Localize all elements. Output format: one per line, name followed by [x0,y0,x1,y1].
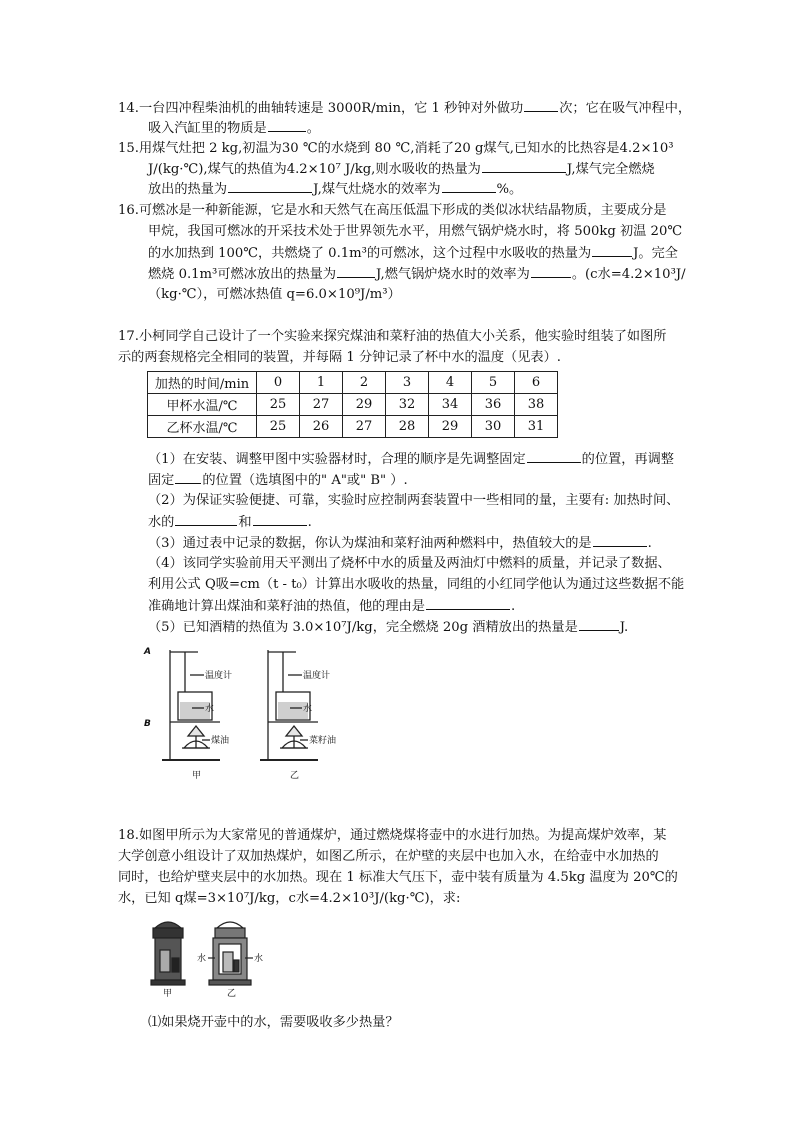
label-b: B [144,719,151,729]
table-cell: 27 [300,394,343,416]
q16-blank-1[interactable] [592,244,632,257]
caption-yi: 乙 [290,771,300,781]
q15-line3 [148,180,522,199]
table-cell: 27 [343,416,386,438]
q17-s2-text-a: （2）为保证实验便捷、可靠，实验时应控制两套装置中一些相同的量，主要有: 加热时间、 [148,493,680,508]
q17-blank-1[interactable] [527,450,581,463]
q17-s2-text-b: 水的 [148,515,175,530]
q15-text-1: 15.用煤气灶把 2 kg,初温为30 ℃的水烧到 80 ℃,消耗了20 g煤气,已知水的比热容是4.2×10³ [118,141,674,156]
q17-blank-5[interactable] [593,534,647,547]
caption-yi: 乙 [227,989,237,999]
q16-text-3b: J。完全 [633,246,678,261]
q17-blank-7[interactable] [579,618,619,631]
caption-jia: 甲 [192,771,202,781]
q15-blank-1[interactable] [482,160,566,173]
q17-s4-text-d: . [510,599,516,614]
table-cell: 5 [472,372,515,394]
q14-text-c: 吸入汽缸里的物质是 [148,121,267,136]
table-cell: 31 [515,416,558,438]
kerosene-label: 煤油 [211,736,230,746]
rapeseed-oil-label: 菜籽油 [309,736,337,746]
q18-text-1: 18.如图甲所示为大家常见的普通煤炉，通过燃烧煤将壶中的水进行加热。为提高煤炉效率，某 [118,828,667,843]
q17-apparatus-figure [140,640,340,785]
q16-blank-2[interactable] [337,265,375,278]
q14-line1 [118,99,691,118]
water-label-jia: 水 [205,704,215,714]
caption-jia: 甲 [163,989,173,999]
table-cell: 0 [257,372,300,394]
q18-text-4: 水，已知 q煤=3×10⁷J/kg，c水=4.2×10³J/(kg·℃)，求: [118,891,461,906]
q17-sub2-line2 [148,513,312,532]
table-cell: 1 [300,372,343,394]
q17-line2 [118,349,561,367]
q17-blank-4[interactable] [253,513,307,526]
q17-sub3 [148,534,652,553]
q14-blank-1[interactable] [524,99,558,112]
table-cell: 29 [343,394,386,416]
q15-text-3b: J,煤气灶烧水的效率为 [313,182,441,197]
q17-text-2: 示的两套规格完全相同的装置，并每隔 1 分钟记录了杯中水的温度（见表）. [118,350,561,365]
table-cell: 25 [257,394,300,416]
q15-text-2a: J/(kg·℃),煤气的热值为4.2×10⁷ J/kg,则水吸收的热量为 [148,162,481,177]
water-label-left: 水 [197,954,207,964]
q14-text-b: 次；它在吸气冲程中， [559,101,692,116]
q17-s4-text-c: 准确地计算出煤油和菜籽油的热值，他的理由是 [148,599,425,614]
q14-text-d: 。 [306,121,320,136]
table-cell: 4 [429,372,472,394]
q16-line4 [148,265,686,284]
table-header-row [148,372,558,394]
water-label-yi: 水 [303,704,313,714]
q17-blank-3[interactable] [175,513,237,526]
table-cell: 6 [515,372,558,394]
table-cell: 乙杯水温/℃ [148,416,257,438]
q17-sub4-line2 [148,576,684,594]
q16-text-3a: 的水加热到 100℃，共燃烧了 0.1m³的可燃冰，这个过程中水吸收的热量为 [148,246,592,261]
q17-sub4-line1 [148,555,671,573]
q15-line1 [118,140,674,158]
q16-text-2: 甲烷，我国可燃冰的开采技术处于世界领先水平，用燃气锅炉烧水时，将 500kg 初温 20℃ [148,224,683,239]
q17-s2-text-c: 和 [238,515,252,530]
q17-s1-text-a: （1）在安装、调整甲图中实验器材时，合理的顺序是先调整固定 [148,452,526,467]
q14-blank-2[interactable] [268,119,306,132]
thermometer-label-jia: 温度计 [205,671,233,681]
q17-text-1: 17.小柯同学自己设计了一个实验来探究煤油和菜籽油的热值大小关系，他实验时组装了如图所 [118,329,667,344]
q15-text-3c: %。 [496,182,523,197]
table-cell: 34 [429,394,472,416]
q16-text-4b: J,燃气锅炉烧水时的效率为 [376,267,530,282]
q18-stove-figure [145,910,280,1000]
table-cell: 3 [386,372,429,394]
q17-line1 [118,328,666,346]
q18-line4 [118,890,460,908]
table-cell: 29 [429,416,472,438]
temperature-table [147,371,558,438]
table-cell: 25 [257,416,300,438]
q17-sub1-line1 [148,450,674,469]
q17-blank-2[interactable] [175,471,201,484]
q18-line3 [118,869,678,887]
q17-s5-text-a: （5）已知酒精的热值为 3.0×10⁷J/kg，完全燃烧 20g 酒精放出的热量是 [148,620,578,635]
q16-text-5: （kg·℃），可燃冰热值 q=6.0×10⁹J/m³） [148,287,401,302]
q16-text-4c: 。(c水=4.2×10³J/ [571,267,686,282]
q17-s4-text-b: 利用公式 Q吸=cm（t - t₀）计算出水吸收的热量，同组的小红同学他认为通过这些数据不能 [148,577,685,592]
table-cell: 甲杯水温/℃ [148,394,257,416]
q17-s2-text-d: . [307,515,312,530]
q17-s1-text-d: 的位置（选填图中的" A"或" B" ）. [202,473,408,488]
q17-sub2-line1 [148,492,679,510]
q15-text-2b: J,煤气完全燃烧 [566,162,655,177]
q15-text-3a: 放出的热量为 [148,182,228,197]
q17-s1-text-c: 固定 [148,473,175,488]
q17-s1-text-b: 的位置，再调整 [581,452,674,467]
q18-text-2: 大学创意小组设计了双加热煤炉，如图乙所示，在炉壁的夹层中也加入水，在给壶中水加热的 [118,849,659,864]
q18-text-3: 同时，也给炉壁夹层中的水加热。现在 1 标准大气压下，壶中装有质量为 4.5kg 温度为 20℃的 [118,870,678,885]
q16-text-4a: 燃烧 0.1m³可燃冰放出的热量为 [148,267,337,282]
label-a: A [144,647,151,657]
q16-line1 [118,202,666,220]
q16-line5 [148,286,401,304]
q16-text-1: 16.可燃冰是一种新能源，它是水和天然气在高压低温下形成的类似冰状结晶物质，主要成分是 [118,203,667,218]
table-cell: 38 [515,394,558,416]
table-cell: 26 [300,416,343,438]
q18-line2 [118,848,659,866]
q14-text-a: 14.一台四冲程柴油机的曲轴转速是 3000R/min，它 1 秒钟对外做功 [118,101,524,116]
q18-line1 [118,827,666,845]
q17-sub1-line2 [148,471,408,490]
thermometer-label-yi: 温度计 [303,671,331,681]
q17-sub5 [148,618,628,637]
q16-line2 [148,223,682,241]
water-label-right: 水 [254,954,264,964]
table-cell: 28 [386,416,429,438]
q17-sub4-line3 [148,597,515,616]
q16-blank-3[interactable] [531,265,571,278]
table-row [148,416,558,438]
q15-blank-2[interactable] [228,180,312,193]
table-row [148,394,558,416]
q17-s5-text-b: J. [619,620,629,635]
q16-line3 [148,244,678,263]
q18-sub1-text: ⑴如果烧开壶中的水，需要吸收多少热量？ [148,1015,399,1030]
table-cell: 36 [472,394,515,416]
q15-line2 [148,160,655,179]
q14-line2 [148,119,320,138]
table-cell: 32 [386,394,429,416]
q17-s4-text-a: （4）该同学实验前用天平测出了烧杯中水的质量及两油灯中燃料的质量，并记录了数据、 [148,556,671,571]
q17-blank-6[interactable] [426,597,510,610]
q17-s3-text-a: （3）通过表中记录的数据，你认为煤油和菜籽油两种燃料中，热值较大的是 [148,536,592,551]
q15-blank-3[interactable] [442,180,496,193]
q17-s3-text-b: . [647,536,652,551]
table-cell: 2 [343,372,386,394]
table-cell: 加热的时间/min [148,372,257,394]
q18-sub1 [148,1014,399,1032]
table-cell: 30 [472,416,515,438]
